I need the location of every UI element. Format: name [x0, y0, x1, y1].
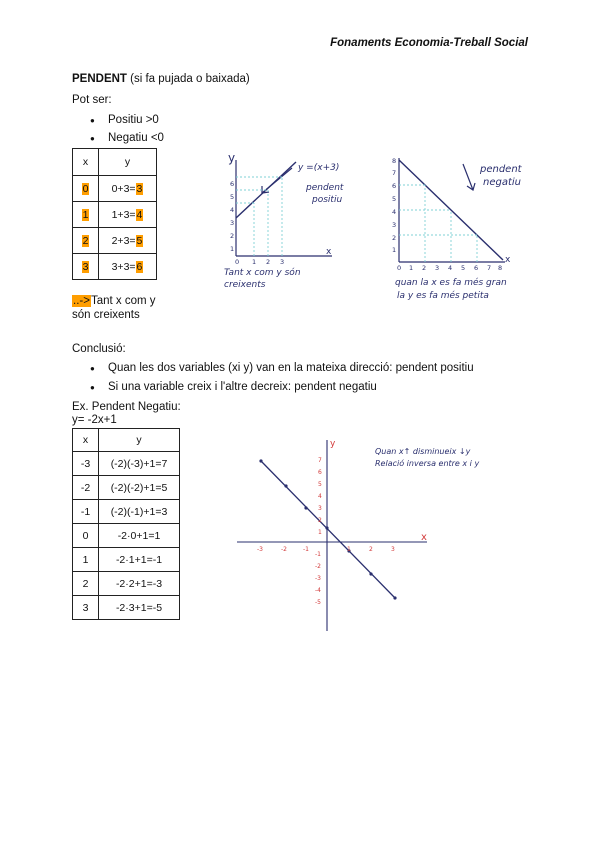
y-tick: 6 [318, 469, 322, 476]
conclusion-bullet-2: ● Si una variable creix i l'altre decreix: pendent negatiu [108, 380, 377, 394]
section-title: PENDENT [72, 73, 127, 85]
x-tick: -1 [303, 546, 309, 553]
x-tick: 3 [391, 546, 395, 553]
y-tick: 2 [392, 234, 397, 242]
y-result: 4 [136, 208, 143, 221]
y-tick: 6 [230, 180, 235, 188]
table-positive [72, 148, 157, 280]
y-axis-label: y [228, 151, 236, 165]
x-tick: 1 [252, 258, 257, 266]
graph-label: pendent [306, 183, 344, 193]
y-result: 3 [136, 182, 143, 195]
graph-label: pendent [480, 164, 522, 175]
x-value: 0 [82, 182, 89, 195]
data-point [259, 459, 262, 462]
y-value: -2·1+1=-1 [99, 548, 180, 572]
intro-text: Pot ser: [72, 94, 112, 106]
table-row [73, 572, 180, 596]
x-value: 2 [82, 234, 89, 247]
x-tick: 8 [498, 264, 503, 272]
y-result: 5 [136, 234, 143, 247]
x-value: 2 [73, 572, 99, 596]
table-row [73, 202, 157, 228]
graph-negative [385, 150, 555, 305]
y-tick: 3 [392, 221, 397, 229]
data-point [393, 596, 396, 599]
y-expr: 2+3= [111, 234, 136, 247]
example-title: Ex. Pendent Negatiu: [72, 401, 181, 413]
y-tick: 7 [392, 169, 397, 177]
table-example [72, 428, 180, 620]
y-value: (-2)(-1)+1=3 [99, 500, 180, 524]
conclusion-bullet-1: ● Quan les dos variables (xi y) van en la mateixa direcció: pendent positiu [108, 361, 474, 375]
table-header-y: y [99, 149, 157, 176]
x-value: 1 [73, 548, 99, 572]
y-tick: 4 [392, 208, 397, 216]
y-tick: 3 [318, 505, 322, 512]
x-value: 0 [73, 524, 99, 548]
x-value: 3 [73, 596, 99, 620]
y-tick: 2 [230, 232, 235, 240]
x-tick: -2 [281, 546, 287, 553]
x-tick: 4 [448, 264, 453, 272]
y-expr: 3+3= [111, 260, 136, 273]
x-tick: 1 [347, 546, 351, 553]
y-tick: 1 [392, 246, 397, 254]
graph-caption: quan la x es fa més gran [395, 278, 507, 288]
x-axis-label: x [326, 247, 332, 257]
x-tick: 3 [280, 258, 285, 266]
x-value: 3 [82, 260, 89, 273]
data-point [369, 572, 372, 575]
data-point [304, 506, 307, 509]
graph-positive [222, 148, 382, 293]
y-tick: 1 [318, 529, 322, 536]
x-tick: 5 [461, 264, 466, 272]
note-text: Tant x com y [90, 295, 156, 307]
x-tick: 3 [435, 264, 440, 272]
y-value: -2·2+1=-3 [99, 572, 180, 596]
x-tick: 2 [369, 546, 373, 553]
y-tick: 5 [230, 193, 235, 201]
y-value: (-2)(-3)+1=7 [99, 452, 180, 476]
table-row [73, 524, 180, 548]
x-value: -3 [73, 452, 99, 476]
table-row [73, 500, 180, 524]
bullet-positive: ● Positiu >0 [108, 113, 159, 127]
graph-label: positiu [312, 195, 343, 205]
table-row [73, 228, 157, 254]
x-axis-label: x [505, 255, 511, 265]
table-header-y: y [99, 429, 180, 452]
x-value: 1 [82, 208, 89, 221]
equation-label: y =(x+3) [298, 163, 340, 173]
graph-caption: creixents [224, 280, 266, 290]
table-row [73, 548, 180, 572]
graph-note: Quan x↑ disminueix ↓y [375, 447, 471, 456]
table-row [73, 596, 180, 620]
y-value: (-2)(-2)+1=5 [99, 476, 180, 500]
graph-caption: la y es fa més petita [397, 291, 489, 301]
table-header-x: x [73, 149, 99, 176]
y-tick: -2 [315, 563, 321, 570]
y-result: 6 [136, 260, 143, 273]
x-tick: 2 [266, 258, 271, 266]
x-value: -1 [73, 500, 99, 524]
y-tick: 4 [230, 206, 235, 214]
line-example [261, 461, 395, 598]
graph-label: negatiu [483, 177, 522, 188]
section-subtitle: (si fa pujada o baixada) [130, 73, 250, 85]
y-value: -2·0+1=1 [99, 524, 180, 548]
table-header-x: x [73, 429, 99, 452]
x-tick: 1 [409, 264, 414, 272]
y-tick: 2 [318, 517, 322, 524]
x-tick: 7 [487, 264, 492, 272]
y-tick: -4 [315, 587, 321, 594]
note-line2: són creixents [72, 309, 140, 321]
y-tick: 1 [230, 245, 235, 253]
x-tick: -3 [257, 546, 263, 553]
x-tick: 6 [474, 264, 479, 272]
y-expr: 1+3= [111, 208, 136, 221]
y-tick: -5 [315, 599, 321, 606]
note-line1 [72, 294, 156, 308]
table-row [73, 476, 180, 500]
graph-note: Relació inversa entre x i y [375, 459, 480, 468]
y-tick: 3 [230, 219, 235, 227]
section-heading [72, 72, 250, 86]
y-tick: 6 [392, 182, 397, 190]
x-tick: 0 [397, 264, 402, 272]
table-row [73, 176, 157, 202]
bullet-negative: ● Negatiu <0 [108, 131, 164, 145]
y-value: -2·3+1=-5 [99, 596, 180, 620]
note-arrow: ..-> [73, 295, 90, 307]
y-tick: -3 [315, 575, 321, 582]
conclusion-title: Conclusió: [72, 343, 126, 355]
x-value: -2 [73, 476, 99, 500]
graph-example [235, 436, 545, 636]
y-axis-label: y [330, 439, 336, 449]
y-tick: 5 [392, 195, 397, 203]
data-point [284, 484, 287, 487]
y-tick: 4 [318, 493, 322, 500]
x-axis-label: x [421, 532, 427, 543]
y-tick: 5 [318, 481, 322, 488]
example-equation: y= -2x+1 [72, 414, 117, 426]
y-tick: -1 [315, 551, 321, 558]
table-row [73, 452, 180, 476]
x-tick: 2 [422, 264, 427, 272]
x-tick: 0 [235, 258, 240, 266]
graph-caption: Tant x com y són [224, 268, 301, 278]
table-row [73, 254, 157, 280]
y-expr: 0+3= [111, 182, 136, 195]
page-header: Fonaments Economia-Treball Social [330, 37, 528, 49]
y-tick: 8 [392, 157, 397, 165]
arrow-shaft [262, 168, 292, 193]
data-point [325, 526, 328, 529]
y-tick: 7 [318, 457, 322, 464]
